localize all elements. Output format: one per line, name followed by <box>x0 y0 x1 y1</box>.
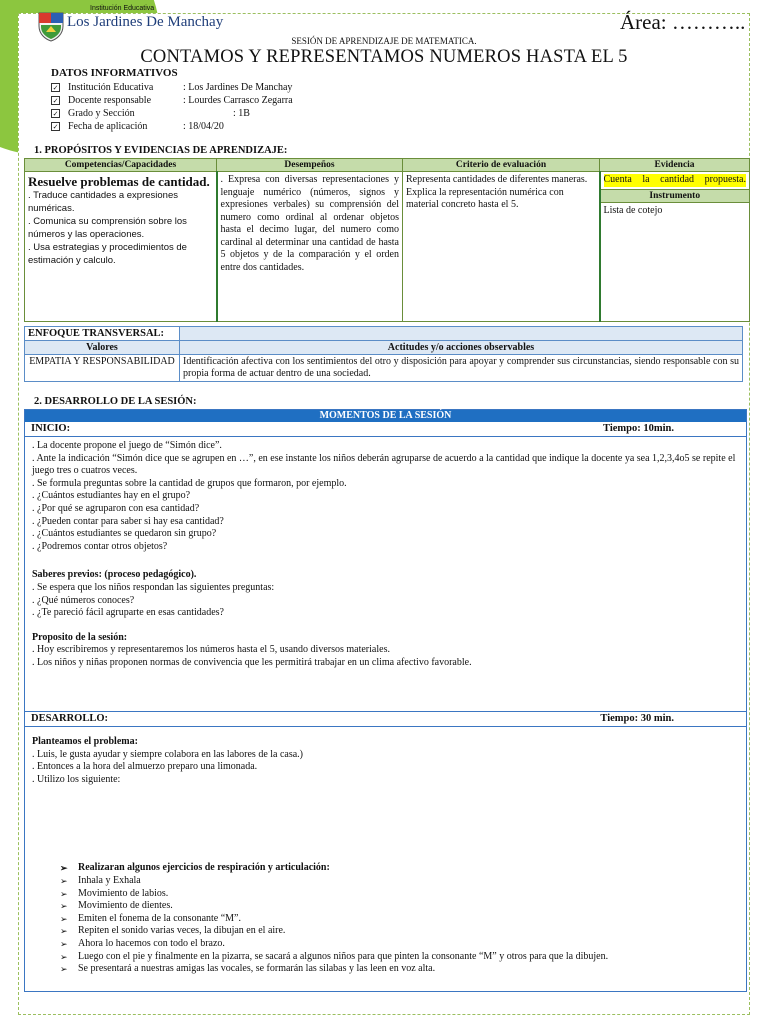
checkbox-checked-icon: ✓ <box>52 97 59 105</box>
inicio-line: . Se formula preguntas sobre la cantidad de grupos que formaron, por ejemplo. <box>32 477 347 489</box>
capacidad-item: . Comunica su comprensión sobre los números y las operaciones. <box>28 216 187 240</box>
actitudes-header: Actitudes y/o acciones observables <box>180 341 743 355</box>
datos-informativos-heading: DATOS INFORMATIVOS <box>51 67 178 79</box>
datos-row <box>51 94 293 107</box>
header-desempenos: Desempeños <box>217 159 403 172</box>
enfoque-label: ENFOQUE TRANSVERSAL: <box>25 327 180 341</box>
enfoque-empty-cell <box>180 327 743 341</box>
desarrollo-label: DESARROLLO: <box>31 713 109 724</box>
proposito-title: Proposito de la sesión: <box>32 631 128 643</box>
instrumento-header: Instrumento <box>601 189 750 203</box>
ejercicio-item: ➢ Se presentará a nuestras amigas las vocales, se formarán las silabas y las leen en voz alta. <box>60 963 739 976</box>
valor-text: EMPATIA Y RESPONSABILIDAD <box>25 355 180 382</box>
problema-line: . Entonces a la hora del almuerzo preparo una limonada. <box>32 761 258 773</box>
inicio-line: . ¿Podremos contar otros objetos? <box>32 540 168 552</box>
page-title: CONTAMOS Y REPRESENTAMOS NUMEROS HASTA EL 5 <box>140 47 628 67</box>
criterio-item: Representa cantidades de diferentes maneras. <box>406 174 588 185</box>
ejercicio-item: ➢ Emiten el fonema de la consonante “M”. <box>60 913 739 926</box>
inicio-time: Tiempo: 10min. <box>603 423 674 434</box>
datos-label: Fecha de aplicación <box>68 121 148 132</box>
ejercicio-item: ➢ Movimiento de labios. <box>60 888 739 901</box>
inicio-phase-header <box>25 422 746 437</box>
saberes-line: . ¿Te pareció fácil agruparte en esas cantidades? <box>32 607 224 619</box>
inicio-line: . ¿Cuántos estudiantes hay en el grupo? <box>32 490 191 502</box>
section1-heading: 1. PROPÓSITOS Y EVIDENCIAS DE APRENDIZAJE: <box>34 145 288 156</box>
momentos-header: MOMENTOS DE LA SESIÓN <box>25 410 746 422</box>
inicio-line: . ¿Por qué se agruparon con esa cantidad? <box>32 502 200 514</box>
session-type-label: SESIÓN DE APRENDIZAJE DE MATEMATICA. <box>291 36 477 46</box>
competencias-cell <box>25 172 217 322</box>
saberes-line: . Se espera que los niños respondan las siguientes preguntas: <box>32 581 275 593</box>
inicio-content <box>25 437 746 692</box>
desarrollo-time: Tiempo: 30 min. <box>600 713 674 724</box>
proposito-line: . Los niños y niñas proponen normas de convivencia que les permitirá trabajar en un clima afectivo favorable. <box>32 656 472 668</box>
competencia-title: Resuelve problemas de cantidad. <box>28 174 210 189</box>
evidencia-cell <box>600 172 750 322</box>
enfoque-transversal-table <box>24 326 743 382</box>
ejercicio-item: ➢ Repiten el sonido varias veces, la dibujan en el aire. <box>60 925 739 938</box>
header-competencias: Competencias/Capacidades <box>25 159 217 172</box>
capacidad-item: . Usa estrategias y procedimientos de estimación y calculo. <box>28 242 187 266</box>
datos-row <box>51 120 293 133</box>
blank-space <box>32 786 739 862</box>
propositos-table <box>24 158 750 322</box>
ejercicio-item: ➢ Inhala y Exhala <box>60 875 739 888</box>
institution-small-label: Institución Educativa <box>90 5 155 12</box>
criterio-item: Explica la representación numérica con material concreto hasta el 5. <box>406 186 564 210</box>
datos-value: : Lourdes Carrasco Zegarra <box>183 95 293 106</box>
desarrollo-sesion-table <box>24 409 747 992</box>
evidencia-text: Cuenta la cantidad propuesta. <box>603 174 746 185</box>
saberes-line: . ¿Qué números conoces? <box>32 594 135 606</box>
desempeno-text: . Expresa con diversas representaciones y lenguaje numérico (números, signos y expresiones verbales) su comprensión del numero como ordinal al ordenar objetos hasta el decimo lugar, del numero como cardinal al determinar una cantidad de hasta 5 objetos y de la comparación y el orden entre dos cantidades. <box>217 172 403 322</box>
inicio-line: . ¿Cuántos estudiantes se quedaron sin grupo? <box>32 528 217 540</box>
inicio-line: . Ante la indicación “Simón dice que se agrupen en …”, en ese instante los niños deberán agruparse de acuerdo a la cantidad que indique la docente ya sea 1,2,3,4o5 se repite el juego tres o cuatros veces. <box>32 452 736 477</box>
checkbox-checked-icon: ✓ <box>52 84 59 92</box>
inicio-label: INICIO: <box>31 423 71 434</box>
inicio-line: . ¿Pueden contar para saber si hay esa cantidad? <box>32 515 224 527</box>
area-label: Área: ……….. <box>620 10 746 34</box>
criterio-cell <box>403 172 600 322</box>
header-criterio: Criterio de evaluación <box>403 159 600 172</box>
inicio-line: . La docente propone el juego de “Simón dice”. <box>32 440 222 451</box>
ejercicio-item: ➢ Movimiento de dientes. <box>60 900 739 913</box>
saberes-title: Saberes previos: (proceso pedagógico). <box>32 569 197 581</box>
datos-value: : 1B <box>183 108 250 119</box>
datos-value: : Los Jardines De Manchay <box>183 82 293 93</box>
instrumento-text: Lista de cotejo <box>603 204 663 216</box>
datos-informativos-list <box>51 81 293 133</box>
ejercicios-list <box>32 862 739 975</box>
datos-label: Institución Educativa <box>68 82 154 93</box>
section2-heading: 2. DESARROLLO DE LA SESIÓN: <box>34 396 197 407</box>
header-evidencia: Evidencia <box>600 159 750 172</box>
datos-label: Grado y Sección <box>68 108 135 119</box>
datos-row <box>51 81 293 94</box>
ejercicio-item: ➢ Luego con el pie y finalmente en la pizarra, se sacará a algunos niños para que pinten la consonante “M” y otros para que la dibujen. <box>60 951 739 964</box>
institution-name: Los Jardines De Manchay <box>67 14 224 30</box>
proposito-line: . Hoy escribiremos y representaremos los números hasta el 5, usando diversos materiales. <box>32 644 390 656</box>
problema-line: . Utilizo los siguiente: <box>32 773 121 785</box>
datos-label: Docente responsable <box>68 95 152 106</box>
ejercicios-title: ➢ Realizaran algunos ejercicios de respiración y articulación: <box>60 862 739 875</box>
desarrollo-content <box>25 727 746 979</box>
problema-title: Planteamos el problema: <box>32 736 138 747</box>
datos-value: : 18/04/20 <box>183 121 224 132</box>
ejercicio-item: ➢ Ahora lo hacemos con todo el brazo. <box>60 938 739 951</box>
datos-row <box>51 107 293 120</box>
capacidad-item: . Traduce cantidades a expresiones numéricas. <box>28 190 178 214</box>
checkbox-checked-icon: ✓ <box>52 110 59 118</box>
desarrollo-phase-header <box>25 711 746 727</box>
valores-header: Valores <box>25 341 180 355</box>
checkbox-checked-icon: ✓ <box>52 123 59 131</box>
problema-line: . Luis, le gusta ayudar y siempre colabora en las labores de la casa.) <box>32 748 304 760</box>
actitud-text: Identificación afectiva con los sentimientos del otro y disposición para apoyar y comprender sus circunstancias, siendo responsable con su propia forma de actuar dentro de una sociedad. <box>180 355 743 382</box>
